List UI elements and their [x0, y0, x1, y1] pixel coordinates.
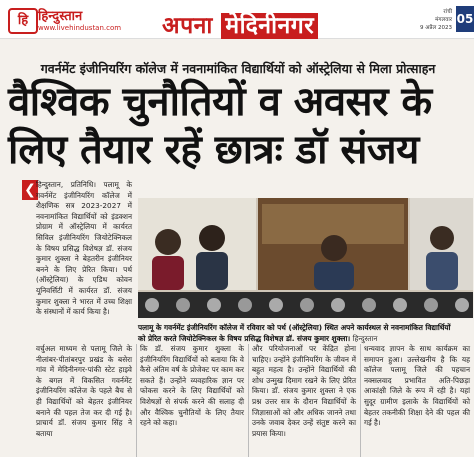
- thumbnail-2: [176, 298, 190, 312]
- article-photo: [138, 198, 473, 318]
- student-2-body: [196, 252, 228, 290]
- participant-head: [430, 226, 454, 250]
- newspaper-logo: हि: [8, 8, 38, 34]
- newspaper-brand: हिन्दुस्तान: [38, 9, 83, 24]
- masthead: [0, 0, 474, 39]
- section-prefix: अपना: [162, 13, 213, 39]
- thumbnail-11: [455, 298, 469, 312]
- article-column-4: और परियोजनाओं पर केंद्रित होना चाहिए। उन्होंने इंजीनियरिंग के जीवन में बहुत महत्व है। उन्होंने विद्यार्थियों की शोध उन्मुख दिमाग रखने के लिए प्रेरित किया। डॉ. संजय कुमार शुक्ला ने एक प्रश्न उत्तर सत्र के दौरान विद्यार्थियों के जिज्ञासाओं को और अधिक जानने तथा उनके जवाब देकर उन्हें संतुष्ट करने का प्रयास किया।: [252, 344, 356, 438]
- dateline-city: रांची: [443, 9, 452, 15]
- photo-credit: हिन्दुस्तान: [352, 334, 378, 343]
- dateline-date: 9 अप्रैल 2023: [419, 25, 452, 31]
- thumbnail-7: [331, 298, 345, 312]
- student-1-body: [152, 256, 184, 290]
- article-column-5: धन्यवाद ज्ञापन के साथ कार्यक्रम का समापन हुआ। उल्लेखनीय है कि यह कॉलेज पलामू जिले की पहचान नक्सलवाद प्रभावित अति-पिछड़ा आकांक्षी जिले के रूप में रही है। यहां सुदूर ग्रामीण इलाके के विद्यार्थियों को बेहतर तकनीकी शिक्षा देने की पहल की गई है।: [364, 344, 470, 428]
- thumbnail-3: [207, 298, 221, 312]
- column-divider: [248, 344, 249, 457]
- thumbnail-1: [145, 298, 159, 312]
- column-divider: [136, 344, 137, 457]
- article-column-2: वर्चुअल माध्यम से पलामू जिले के नीलांबर-पीतांबरपुर प्रखंड के बसेरा गांव में मेदिनीनगर-पांकी स्टेट हाइवे के बगल में विकसित गवर्नमेंट इंजीनियरिंग कॉलेज के पहले बैच से ही विद्यार्थियों को बेहतर इंजीनियर बनाने की पहल तेज कर दी गई है। प्राचार्य डॉ. संजय कुमार सिंह ने बताया: [36, 344, 132, 438]
- speaker-body: [314, 262, 354, 290]
- page-number: 05: [456, 6, 474, 32]
- arrow-icon: ❮: [22, 180, 38, 200]
- article-column-1: हिन्दुस्तान, प्रतिनिधि। पलामू के गवर्नमेंट इंजीनियरिंग कॉलेज में शैक्षणिक सत्र 2023-2027 में नवनामांकित विद्यार्थियों को इंडक्शन प्रोग्राम में ऑस्ट्रेलिया में कार्यरत सिविल इंजीनियरिंग जियोटेक्निकल के विषय प्रसिद्ध विशेषज्ञ डॉ. संजय कुमार शुक्ला ने बेहतरीन इंजीनियर बनने के लिए प्रेरित किया। पर्थ (ऑस्ट्रेलिया) के एडिथ कोवन यूनिवर्सिटी में कार्यरत डॉ. संजय कुमार शुक्ला ने भारत में उच्च शिक्षा के संस्थानों में कार्य किया है।: [36, 180, 132, 317]
- column-divider: [360, 344, 361, 457]
- dateline-day: मंगलवार: [435, 17, 452, 23]
- thumbnail-4: [238, 298, 252, 312]
- thumbnail-9: [393, 298, 407, 312]
- thumbnail-10: [424, 298, 438, 312]
- section-title: [162, 8, 318, 40]
- thumbnail-8: [362, 298, 376, 312]
- thumbnail-6: [300, 298, 314, 312]
- dateline: [404, 8, 452, 32]
- speaker-head: [321, 235, 347, 261]
- photo-caption-text: पलामू के गवर्नमेंट इंजीनियरिंग कॉलेज में रविवार को पर्थ (ऑस्ट्रेलिया) स्थित अपने कार्यस्थल से नवनामांकित विद्यार्थियों को प्रेरित करते जियोटेक्निकल के विषय प्रसिद्ध विशेषज्ञ डॉ. संजय कुमार शुक्ला।: [138, 323, 451, 343]
- video-call-collage: [138, 198, 473, 318]
- participant-body: [426, 252, 458, 290]
- thumbnail-5: [269, 298, 283, 312]
- article-headline: वैश्विक चुनौतियों व अवसर के लिए तैयार रहें छात्रः डॉ संजय: [8, 79, 432, 173]
- newspaper-url: www.livehindustan.com: [38, 24, 122, 32]
- photo-caption: [138, 322, 458, 344]
- article-kicker: गवर्नमेंट इंजीनियरिंग कॉलेज में नवनामांकित विद्यार्थियों को ऑस्ट्रेलिया से मिला प्रोत्साहन: [40, 61, 436, 76]
- student-1-head: [155, 229, 181, 255]
- section-name: मेदिनीनगर: [221, 13, 318, 39]
- article-lower-columns: [36, 344, 474, 457]
- article-column-3: कि डॉ. संजय कुमार शुक्ला के इंजीनियरिंग विद्यार्थियों को बताया कि वे कैसे अंतिम वर्ष के प्रोजेक्ट पर काम कर सकते हैं। उन्होंने व्यवहारिक ज्ञान पर फोकस करने के लिए विद्यार्थियों को विशेषज्ञों से संपर्क करने की सलाह दी और वैश्विक चुनौतियों के लिए तैयार रहने को कहा।: [140, 344, 244, 428]
- student-2-head: [199, 225, 225, 251]
